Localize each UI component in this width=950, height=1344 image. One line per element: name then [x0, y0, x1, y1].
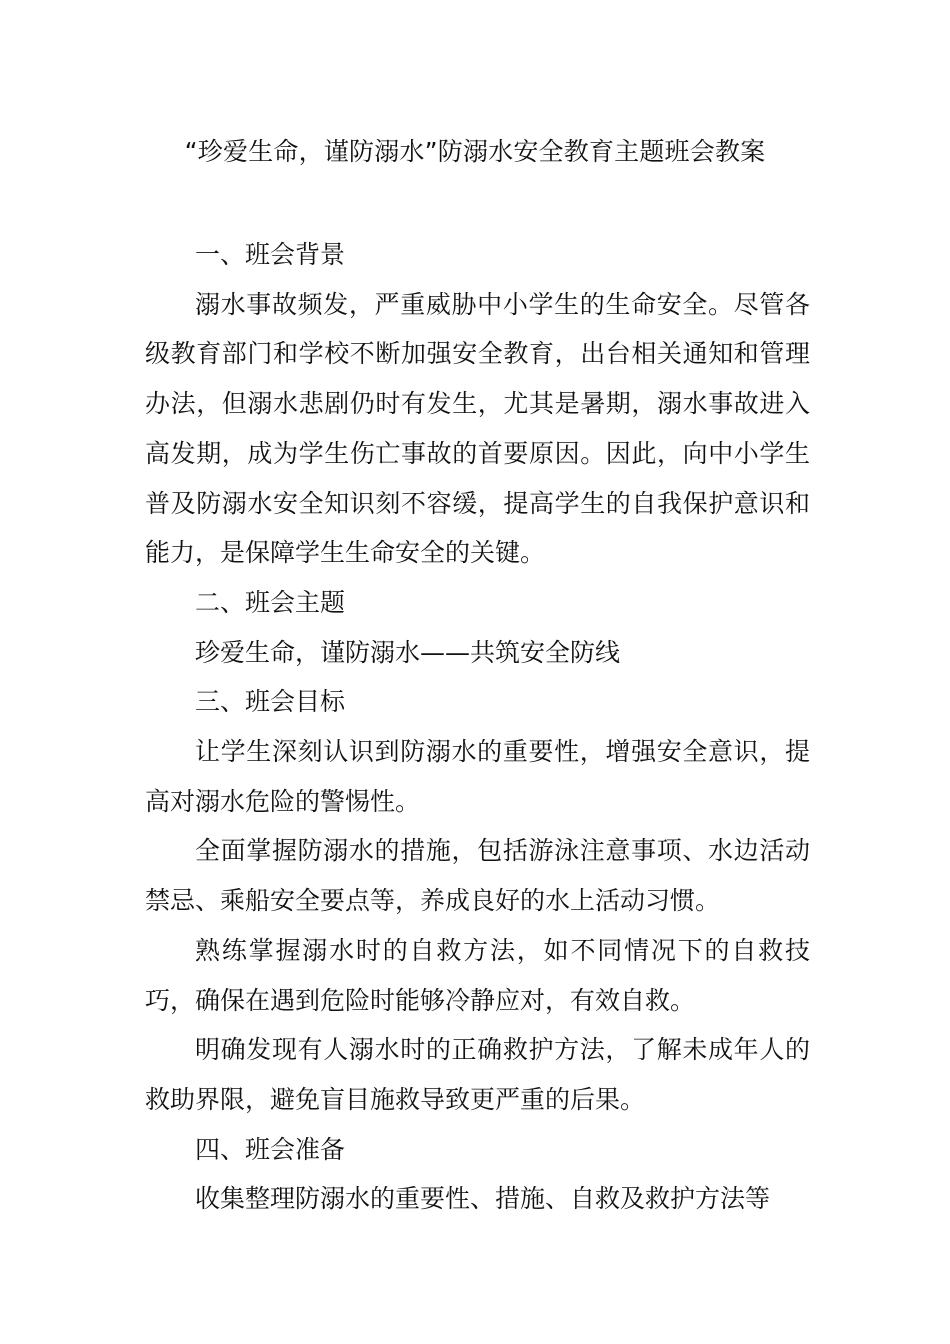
- document-title: “珍爱生命，谨防溺水”防溺水安全教育主题班会教案: [184, 137, 766, 166]
- section-heading-background: 一、班会背景: [195, 240, 346, 269]
- paragraph-preparation: 收集整理防溺水的重要性、措施、自救及救护方法等: [195, 1184, 771, 1214]
- paragraph-goal-3: 熟练掌握溺水时的自救方法，如不同情况下的自救技巧，确保在遇到危险时能够冷静应对，有效自救。: [145, 935, 810, 1015]
- document-body: [145, 230, 810, 1224]
- paragraph-goal-2: 全面掌握防溺水的措施，包括游泳注意事项、水边活动禁忌、乘船安全要点等，养成良好的水上活动习惯。: [145, 836, 810, 916]
- paragraph-background: 溺水事故频发，严重威胁中小学生的生命安全。尽管各级教育部门和学校不断加强安全教育，出台相关通知和管理办法，但溺水悲剧仍时有发生，尤其是暑期，溺水事故进入高发期，成为学生伤亡事故的首要原因。因此，向中小学生普及防溺水安全知识刻不容缓，提高学生的自我保护意识和能力，是保障学生生命安全的关键。: [145, 289, 810, 568]
- section-heading-preparation: 四、班会准备: [195, 1134, 346, 1164]
- section-heading-goals: 三、班会目标: [195, 687, 346, 717]
- paragraph-theme: 珍爱生命，谨防溺水——共筑安全防线: [195, 637, 621, 667]
- paragraph-goal-1: 让学生深刻认识到防溺水的重要性，增强安全意识，提高对溺水危险的警惕性。: [145, 737, 810, 816]
- section-heading-theme: 二、班会主题: [195, 587, 346, 617]
- paragraph-goal-4: 明确发现有人溺水时的正确救护方法，了解未成年人的救助界限，避免盲目施救导致更严重的后果。: [145, 1035, 810, 1114]
